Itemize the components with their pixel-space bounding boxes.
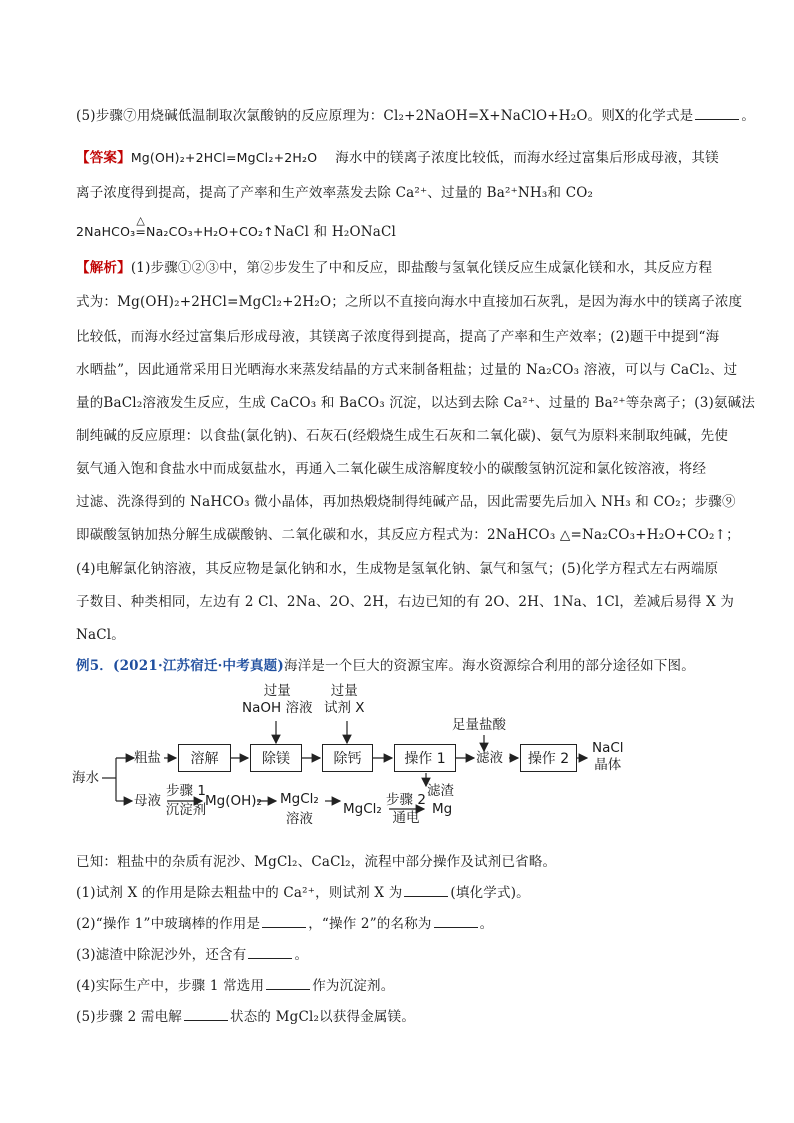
question-2 [76, 914, 726, 934]
q3-text: (3)滤渣中除泥沙外，还含有 [76, 947, 247, 963]
answer-line-3 [76, 214, 726, 242]
q1-text: (1)试剂 X 的作用是除去粗盐中的 Ca²⁺，则试剂 X 为 [76, 885, 403, 901]
q3-blank[interactable] [248, 946, 292, 959]
answer-label: 【答案】 [76, 150, 131, 166]
reagent-naoh-label [242, 683, 312, 717]
step5-end: 。 [741, 108, 756, 124]
question-5 [76, 1007, 726, 1027]
nacl-label [592, 740, 624, 774]
analysis-line-6: 制纯碱的反应原理：以食盐(氯化钠)、石灰石(经煅烧生成生石灰和二氧化碳)、氨气为原料来制取纯碱，先使 [76, 428, 729, 444]
analysis-line-11: 子数目、种类相同，左边有 2 Cl、2Na、2O、2H，右边已知的有 2O、2H、1Na、1Cl，差减后易得 X 为 [76, 594, 735, 610]
known-line: 已知：粗盐中的杂质有泥沙、MgCl₂、CaCl₂，流程中部分操作及试剂已省略。 [76, 854, 557, 870]
q2-suffix: 。 [479, 916, 494, 932]
question-1 [76, 883, 726, 903]
q5-suffix: 状态的 MgCl₂以获得金属镁。 [230, 1009, 416, 1025]
reagent-hcl-label: 足量盐酸 [452, 717, 506, 733]
q5-text: (5)步骤 2 需电解 [76, 1009, 182, 1025]
mgcl2-solution-label [280, 791, 319, 828]
q2-mid: ，“操作 2”的名称为 [308, 916, 432, 932]
step2-label [385, 792, 427, 827]
delta-icon: △ [136, 214, 146, 227]
crude-salt-label: 粗盐 [134, 750, 161, 766]
mother-liquor-label: 母液 [134, 793, 161, 809]
q4-text: (4)实际生产中，步骤 1 常选用 [76, 978, 265, 994]
q2-blank-2[interactable] [434, 915, 478, 928]
answer-formula-left: 2NaHCO₃ [76, 224, 136, 239]
answer-tail: NaCl 和 H₂ONaCl [273, 224, 397, 240]
analysis-line-8: 过滤、洗涤得到的 NaHCO₃ 微小晶体，再加热煅烧制得纯碱产品，因此需要先后加入 NH₃ 和 CO₂；步骤⑨ [76, 494, 736, 510]
analysis-line-10: (4)电解氯化钠溶液，其反应物是氯化钠和水，生成物是氢氧化钠、氯气和氢气；(5)化学方程式左右两端原 [76, 561, 719, 577]
delta-equals [135, 214, 274, 242]
seawater-label: 海水 [72, 770, 99, 786]
q1-suffix: (填化学式)。 [450, 885, 530, 901]
reagent-x-excess: 过量 [330, 683, 358, 699]
nacl-text: NaCl [592, 740, 624, 756]
example-label: 例5． [76, 658, 113, 674]
q4-blank[interactable] [266, 977, 310, 990]
answer-blank[interactable] [695, 107, 739, 120]
example-text: 海洋是一个巨大的资源宝库。海水资源综合利用的部分途径如下图。 [283, 658, 695, 674]
analysis-line-1 [76, 258, 726, 278]
box-op1: 操作 1 [394, 744, 456, 772]
step1-label [162, 783, 210, 819]
question-4 [76, 976, 726, 996]
example-heading [76, 656, 726, 676]
box-remove-ca: 除钙 [322, 744, 373, 772]
step1-top: 步骤 1 [166, 783, 206, 799]
analysis-line-12: NaCl。 [76, 627, 126, 643]
mgcl2-solution-bottom: 溶液 [285, 811, 313, 827]
reagent-naoh-name: NaOH 溶液 [242, 700, 313, 716]
reagent-x-name: 试剂 X [324, 700, 365, 716]
box-remove-mg: 除镁 [250, 744, 302, 772]
box-dissolve: 溶解 [178, 744, 231, 772]
q4-suffix: 作为沉淀剂。 [312, 978, 395, 994]
analysis-line-5: 量的BaCl₂溶液发生反应，生成 CaCO₃ 和 BaCO₃ 沉淀，以达到去除 Ca²⁺、过量的 Ba²⁺等杂离子；(3)氨碱法 [76, 395, 756, 411]
mgcl2-solution-top: MgCl₂ [280, 791, 319, 807]
step5-question [76, 106, 756, 126]
filtrate-label: 滤液 [476, 750, 503, 766]
nacl-crystal-text: 晶体 [594, 757, 622, 773]
answer-formula-right: =Na₂CO₃+H₂O+CO₂↑ [135, 224, 274, 239]
reagent-x-label [324, 683, 365, 717]
mgoh2-label: Mg(OH)₂ [205, 793, 262, 809]
mg-label: Mg [432, 801, 453, 817]
analysis-line-4: 水晒盐”，因此通常采用日光晒海水来蒸发结晶的方式来制备粗盐；过量的 Na₂CO₃ 溶液，可以与 CaCl₂、过 [76, 362, 738, 378]
step2-bottom: 通电 [392, 810, 420, 826]
mgcl2-label: MgCl₂ [343, 801, 382, 817]
question-3 [76, 945, 726, 965]
answer-line-2: 离子浓度得到提高，提高了产率和生产效率蒸发去除 Ca²⁺、过量的 Ba²⁺NH₃和 CO₂ [76, 185, 594, 201]
analysis-line-3: 比较低，而海水经过富集后形成母液，其镁离子浓度得到提高，提高了产率和生产效率；(2)题干中提到“海 [76, 329, 720, 345]
example-source[interactable]: (2021·江苏宿迁·中考真题) [113, 658, 284, 674]
analysis-line-7: 氨气通入饱和食盐水中而成氨盐水，再通入二氧化碳生成溶解度较小的碳酸氢钠沉淀和氯化铵溶液，将经 [76, 461, 707, 477]
analysis-text: (1)步骤①②③中，第②步发生了中和反应，即盐酸与氢氧化镁反应生成氯化镁和水，其反应方程 [130, 260, 713, 276]
answer-line-1 [76, 148, 726, 168]
q1-blank[interactable] [404, 884, 448, 897]
residue-label: 滤渣 [427, 783, 454, 799]
q2-text: (2)“操作 1”中玻璃棒的作用是 [76, 916, 261, 932]
analysis-line-2: 式为：Mg(OH)₂+2HCl=MgCl₂+2H₂O；之所以不直接向海水中直接加石灰乳，是因为海水中的镁离子浓度 [76, 294, 743, 310]
analysis-line-9: 即碳酸氢钠加热分解生成碳酸钠、二氧化碳和水，其反应方程式为：2NaHCO₃ △=Na₂CO₃+H₂O+CO₂↑； [76, 527, 740, 543]
analysis-label: 【解析】 [76, 260, 131, 276]
box-op2: 操作 2 [520, 744, 577, 772]
q3-suffix: 。 [294, 947, 309, 963]
reagent-naoh-excess: 过量 [263, 683, 291, 699]
answer-text: 海水中的镁离子浓度比较低，而海水经过富集后形成母液，其镁 [335, 150, 719, 166]
step2-top: 步骤 2 [386, 792, 426, 808]
step1-bottom: 沉淀剂 [165, 802, 207, 818]
flow-diagram [72, 683, 652, 848]
step5-question-text: (5)步骤⑦用烧碱低温制取次氯酸钠的反应原理为：Cl₂+2NaOH=X+NaClO+H₂O。则X的化学式是 [76, 108, 694, 124]
q2-blank-1[interactable] [262, 915, 306, 928]
answer-formula: Mg(OH)₂+2HCl=MgCl₂+2H₂O [130, 150, 318, 165]
q5-blank[interactable] [184, 1008, 228, 1021]
